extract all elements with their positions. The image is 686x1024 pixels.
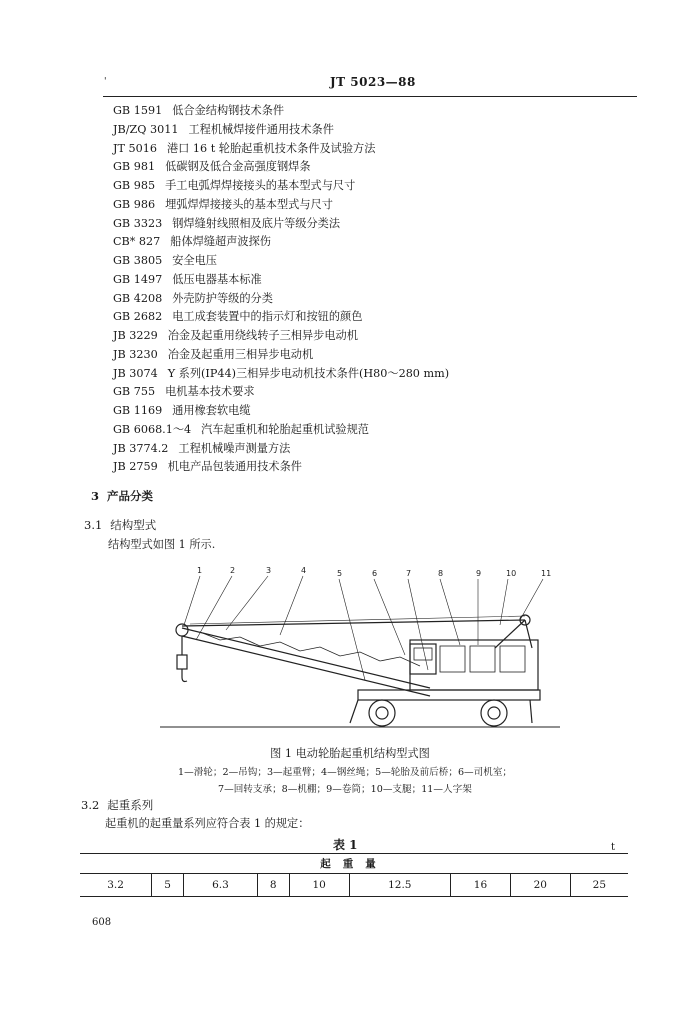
- callout-8: 8: [438, 569, 444, 578]
- callout-2: 2: [230, 566, 236, 575]
- table-cell: 6.3: [184, 874, 258, 897]
- table-cell: 12.5: [349, 874, 451, 897]
- table-cell: 25: [570, 874, 628, 897]
- standard-code: GB 986: [113, 197, 156, 211]
- header-rule: [103, 96, 637, 97]
- section-3-heading: [91, 488, 153, 504]
- standard-code: GB 985: [113, 179, 156, 192]
- standard-item: [113, 235, 271, 249]
- standard-item: [113, 179, 355, 193]
- standard-item: [113, 329, 358, 343]
- crane-figure: [160, 560, 560, 740]
- callout-6: 6: [372, 569, 378, 578]
- callout-9: 9: [476, 569, 482, 578]
- standard-item: [113, 123, 334, 137]
- standard-code: JT 5016: [113, 141, 157, 155]
- section-number: 3.1: [84, 518, 103, 532]
- standard-item: [113, 217, 340, 231]
- standard-item: [113, 160, 311, 174]
- standard-code: GB 755: [113, 385, 156, 399]
- section-number: 3: [91, 489, 100, 503]
- standard-code: JB 3230: [113, 347, 158, 361]
- standard-code: GB 2682: [113, 310, 163, 324]
- section-3-2-heading: [81, 797, 153, 813]
- standard-code: GB 981: [113, 160, 156, 174]
- table-unit: t: [611, 842, 616, 853]
- standard-code: CB* 827: [113, 235, 161, 249]
- callout-numbers: [197, 566, 551, 578]
- hook: [177, 636, 187, 682]
- standard-item: [113, 442, 290, 456]
- standard-item: [113, 198, 333, 212]
- table-cell: 20: [510, 874, 570, 897]
- figure-legend-line-1: 1—滑轮；2—吊钩；3—起重臂；4—钢丝绳；5—轮胎及前后桥；6—司机室；: [178, 767, 513, 778]
- lifting-capacity-table: [80, 853, 628, 897]
- table-title: 表 1: [333, 838, 358, 852]
- section-title: 产品分类: [107, 489, 154, 503]
- table-cell: 5: [152, 874, 184, 897]
- standard-item: [113, 142, 375, 156]
- section-title: 起重系列: [107, 798, 154, 812]
- standard-title: 机电产品包装通用技术条件: [167, 460, 302, 474]
- standard-code: GB 1497: [113, 272, 163, 286]
- chassis: [350, 690, 540, 726]
- standard-item: [113, 385, 255, 399]
- margin-mark: ': [104, 77, 107, 87]
- standard-item: [113, 460, 302, 474]
- standard-title: Y 系列(IP44)三相异步电动机技术条件(H80～280 mm): [167, 366, 450, 380]
- standard-code: GB 1591: [113, 104, 163, 117]
- standard-title: 冶金及起重用绕线转子三相异步电动机: [167, 329, 358, 342]
- standard-title: 工程机械噪声测量方法: [178, 441, 291, 455]
- standard-code: JB 3774.2: [113, 441, 169, 455]
- figure-legend-line-2: 7—回转支承；8—机棚；9—卷筒；10—支腿；11—人字架: [218, 784, 472, 795]
- standard-code-header: JT 5023—88: [330, 75, 416, 89]
- standard-item: [113, 367, 449, 381]
- standard-item: [113, 254, 217, 268]
- standard-title: 港口 16 t 轮胎起重机技术条件及试验方法: [166, 141, 376, 155]
- standard-title: 低碳钢及低合金高强度钢焊条: [165, 160, 311, 174]
- callout-3: 3: [266, 566, 272, 575]
- standard-title: 安全电压: [172, 254, 217, 267]
- standard-title: 手工电弧焊焊接接头的基本型式与尺寸: [165, 179, 356, 192]
- standard-title: 电机基本技术要求: [165, 385, 255, 399]
- section-number: 3.2: [81, 798, 100, 812]
- figure-caption: 图 1 电动轮胎起重机结构型式图: [270, 747, 430, 760]
- standard-code: GB 3805: [113, 254, 163, 267]
- callout-10: 10: [506, 569, 517, 578]
- standard-code: GB 4208: [113, 291, 163, 305]
- standard-title: 冶金及起重用三相异步电动机: [167, 347, 314, 361]
- standard-code: GB 6068.1～4: [113, 422, 192, 436]
- leader-lines: [184, 576, 543, 680]
- standard-code: GB 1169: [113, 404, 163, 417]
- standard-code: JB 3229: [113, 329, 158, 342]
- a-frame: [495, 620, 532, 648]
- standard-item: [113, 292, 273, 306]
- section-3-1-body: 结构型式如图 1 所示.: [108, 538, 216, 551]
- standard-title: 钢焊缝射线照相及底片等级分类法: [172, 216, 341, 230]
- standard-code: JB/ZQ 3011: [113, 122, 179, 136]
- standard-title: 通用橡套软电缆: [172, 404, 251, 417]
- standard-title: 埋弧焊焊接接头的基本型式与尺寸: [165, 197, 333, 211]
- standard-title: 汽车起重机和轮胎起重机试验规范: [201, 422, 369, 436]
- standard-item: [113, 348, 313, 362]
- standard-code: JB 3074: [113, 366, 158, 380]
- standard-title: 低合金结构钢技术条件: [172, 104, 285, 117]
- standard-code: JB 2759: [113, 460, 158, 474]
- standard-title: 外壳防护等级的分类: [172, 291, 273, 305]
- machine-house: [410, 640, 538, 690]
- callout-5: 5: [337, 569, 343, 578]
- table-cell: 8: [257, 874, 289, 897]
- standard-item: [113, 404, 251, 418]
- standard-item: [113, 423, 369, 437]
- table-header: 起重量: [80, 854, 628, 874]
- table-row: [80, 874, 628, 897]
- crane-boom: [182, 616, 525, 696]
- standard-title: 船体焊缝超声波探伤: [170, 235, 271, 249]
- callout-7: 7: [406, 569, 412, 578]
- section-3-1-heading: [84, 517, 156, 533]
- standard-item: [113, 273, 262, 287]
- section-3-2-body: 起重机的起重量系列应符合表 1 的规定：: [105, 817, 310, 830]
- standard-item: [113, 104, 284, 118]
- section-title: 结构型式: [110, 518, 157, 532]
- callout-11: 11: [541, 569, 552, 578]
- standard-title: 电工成套装置中的指示灯和按钮的颜色: [172, 310, 363, 324]
- standard-item: [113, 310, 362, 324]
- standard-title: 低压电器基本标准: [172, 272, 262, 286]
- callout-1: 1: [197, 566, 203, 575]
- table-cell: 10: [289, 874, 349, 897]
- standard-title: 工程机械焊接件通用技术条件: [188, 122, 334, 136]
- callout-4: 4: [301, 566, 307, 575]
- page-number: 608: [92, 917, 112, 928]
- table-cell: 16: [451, 874, 511, 897]
- table-cell: 3.2: [80, 874, 152, 897]
- standard-code: GB 3323: [113, 216, 163, 230]
